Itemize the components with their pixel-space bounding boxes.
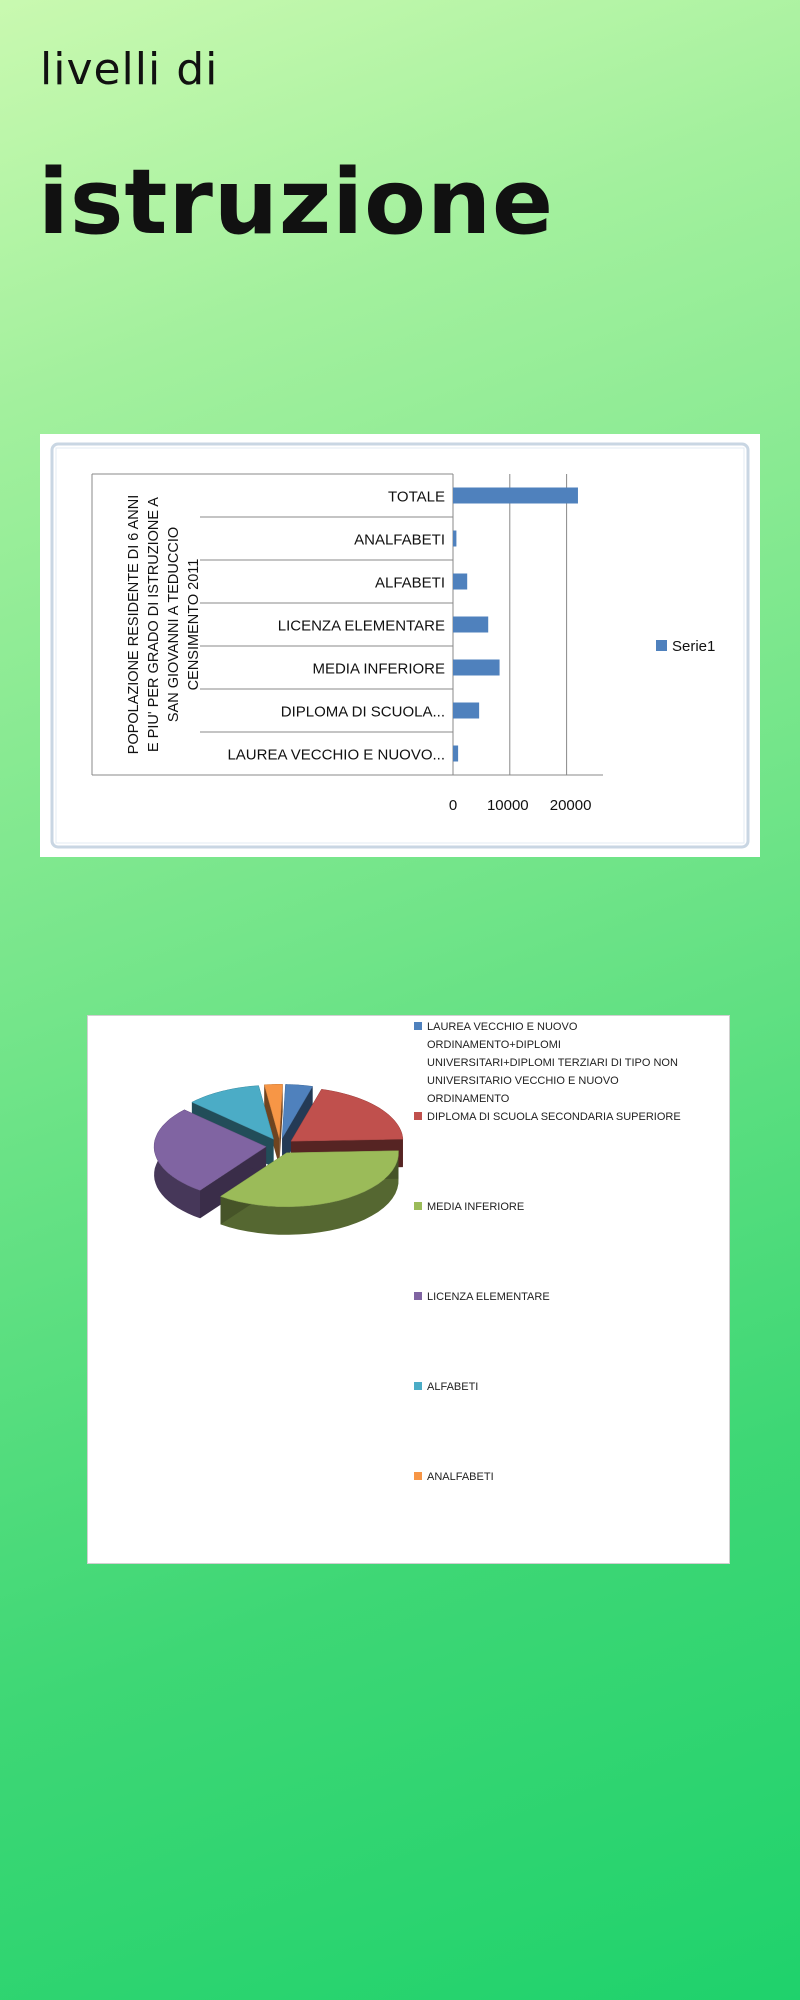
legend-label: ANALFABETI [427,1471,494,1483]
category-label: LICENZA ELEMENTARE [277,617,445,635]
legend-swatch [414,1382,422,1390]
legend-label: Serie1 [672,638,716,655]
legend-swatch [414,1292,422,1300]
x-tick-label: 0 [448,797,458,814]
bar [453,531,456,547]
page-title: istruzione [38,150,555,255]
category-label: LAUREA VECCHIO E NUOVO... [227,746,445,764]
pie-group [154,1084,403,1235]
chart-title [126,495,202,754]
category-label: ALFABETI [374,574,445,592]
legend-label: ORDINAMENTO [427,1093,510,1105]
legend-label: UNIVERSITARIO VECCHIO E NUOVO [427,1075,619,1087]
category-label: MEDIA INFERIORE [312,660,445,678]
legend-swatch [414,1112,422,1120]
bar [453,488,578,504]
x-tick-label: 20000 [549,797,592,814]
chart-title-line: POPOLAZIONE RESIDENTE DI 6 ANNI [126,494,142,755]
legend-label: UNIVERSITARI+DIPLOMI TERZIARI DI TIPO NON [427,1057,678,1069]
legend-label: LAUREA VECCHIO E NUOVO [427,1021,578,1033]
bar-chart-panel [40,434,760,857]
bar [453,574,467,590]
legend-swatch [414,1472,422,1480]
legend-swatch [414,1022,422,1030]
page-subtitle: livelli di [40,44,219,95]
legend-label: ALFABETI [427,1381,479,1393]
category-label: ANALFABETI [354,531,445,549]
category-label: DIPLOMA DI SCUOLA... [280,703,445,721]
pie-chart-panel [87,1015,730,1564]
bar [453,617,488,633]
bar-chart [40,434,760,857]
chart-title-line: E PIU' PER GRADO DI ISTRUZIONE A [146,497,162,752]
bar [453,660,500,676]
legend-swatch [414,1202,422,1210]
legend-label: DIPLOMA DI SCUOLA SECONDARIA SUPERIORE [427,1111,681,1123]
bar [453,746,458,762]
chart-title-line: SAN GIOVANNI A TEDUCCIO [166,526,182,723]
pie-chart [88,1016,729,1563]
bar [453,703,479,719]
x-tick-label: 10000 [486,797,529,814]
legend-swatch [656,640,667,651]
legend-label: MEDIA INFERIORE [427,1201,525,1213]
chart-title-line: CENSIMENTO 2011 [186,558,202,691]
legend-label: ORDINAMENTO+DIPLOMI [427,1039,561,1051]
category-label: TOTALE [388,488,445,506]
legend-label: LICENZA ELEMENTARE [427,1291,550,1303]
